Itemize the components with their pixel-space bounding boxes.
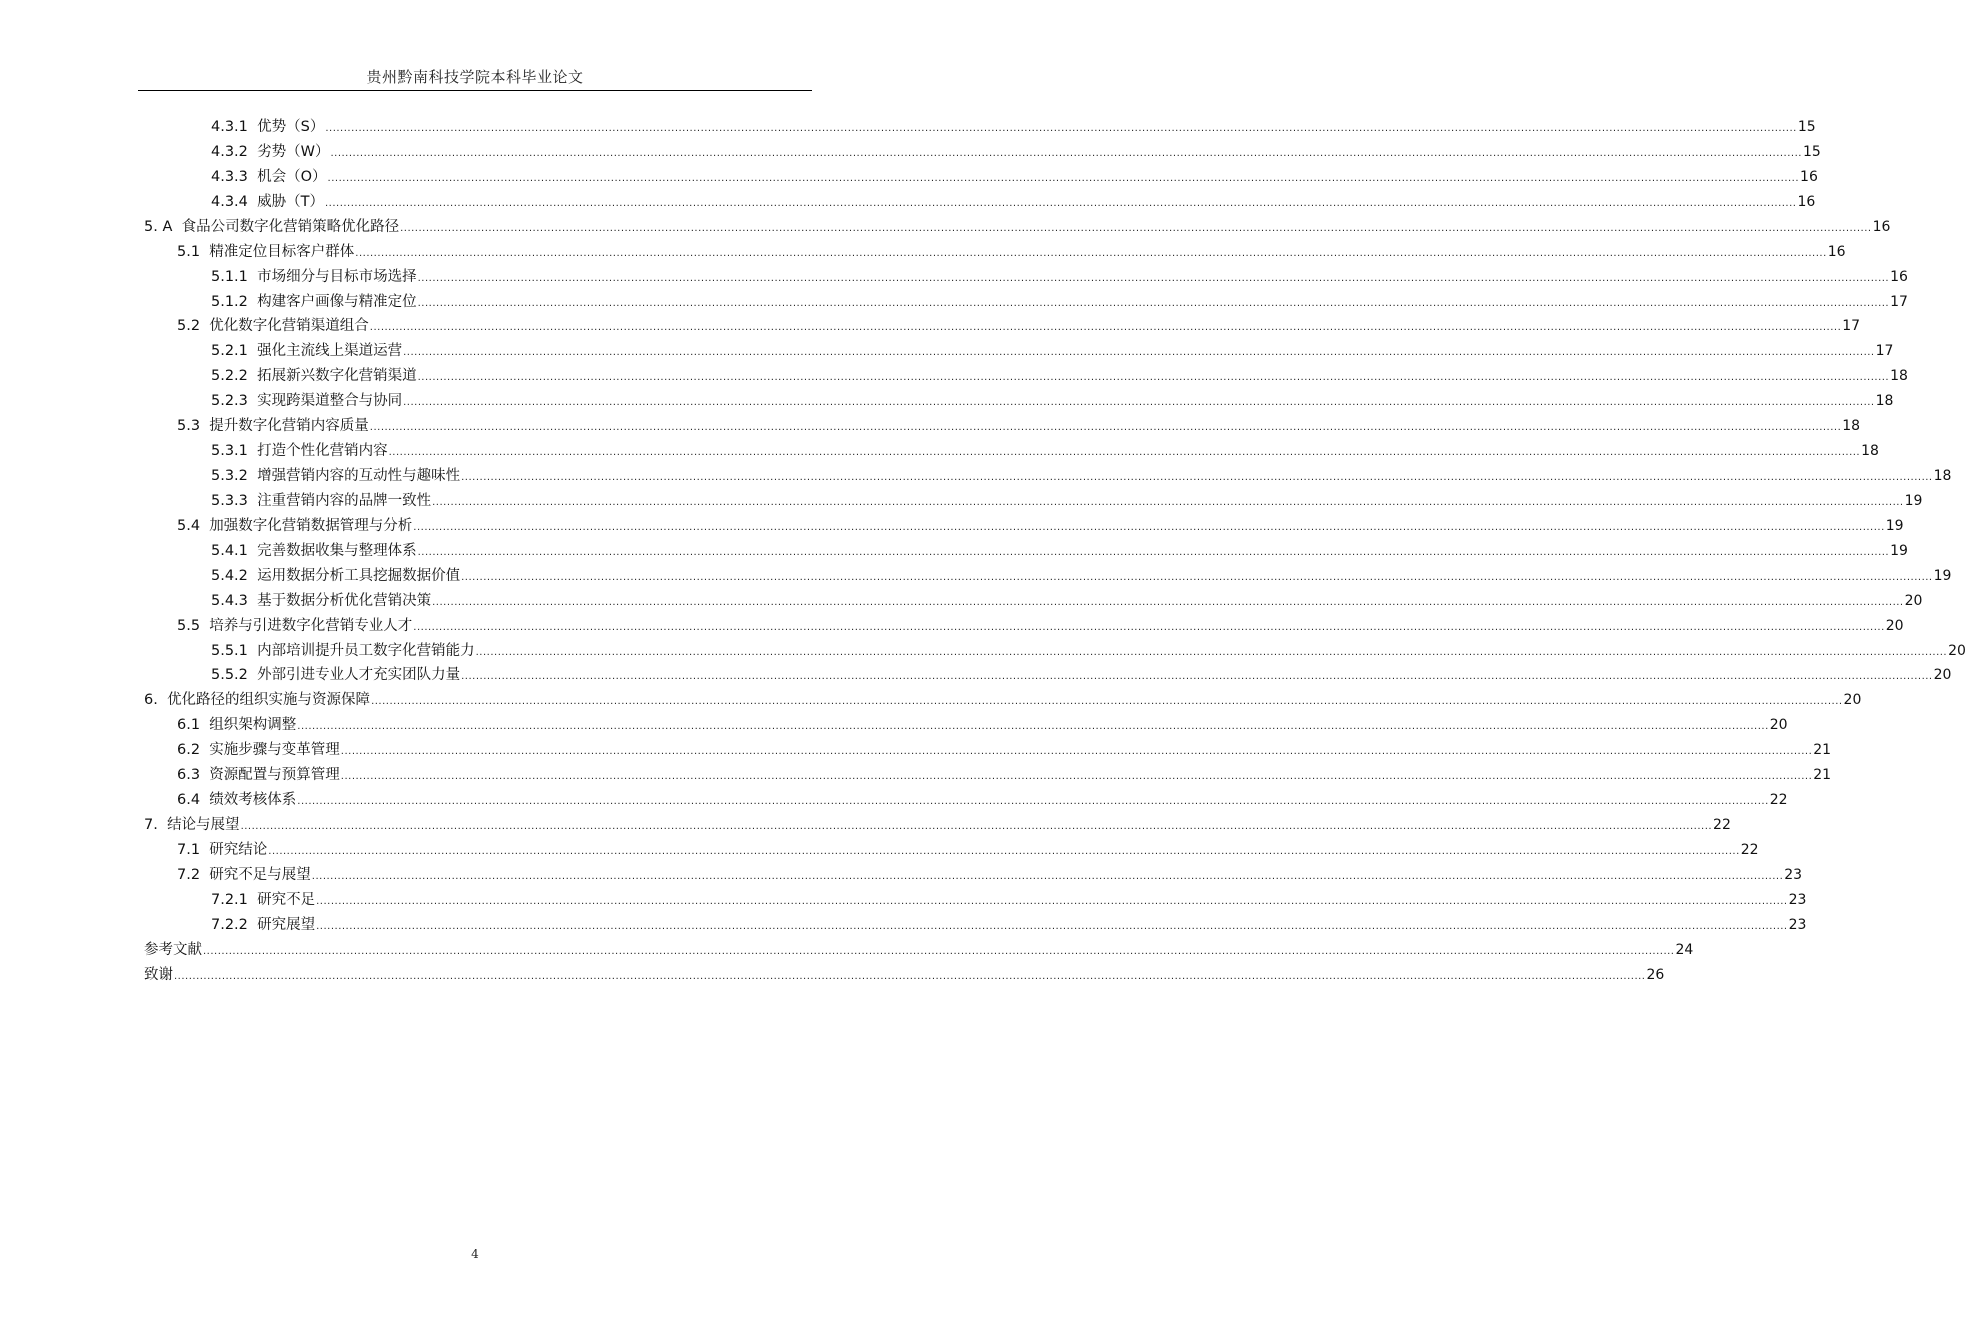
dot-leader: ................................................................................................................................................................................................................................................................................................................................................................................................................	[340, 771, 1813, 783]
toc-entry-title	[211, 489, 431, 513]
toc-entry-text: 市场细分与目标市场选择	[257, 268, 417, 285]
toc-entry-number: 5.2.2	[211, 368, 248, 385]
toc-entry[interactable]	[211, 639, 1966, 663]
toc-entry-title	[211, 564, 460, 588]
dot-leader: ................................................................................................................................................................................................................................................................................................................................................................................................................	[371, 696, 1843, 708]
dot-leader: ................................................................................................................................................................................................................................................................................................................................................................................................................	[340, 746, 1813, 758]
toc-entry-text: 资源配置与预算管理	[209, 767, 340, 784]
toc-page-number: 19	[1933, 567, 1952, 584]
toc-entry[interactable]	[211, 165, 1818, 189]
dot-leader: ................................................................................................................................................................................................................................................................................................................................................................................................................	[417, 272, 1890, 284]
toc-entry-number: 6.4	[177, 792, 201, 809]
toc-entry-number: 5.4	[177, 517, 201, 534]
dot-leader: ................................................................................................................................................................................................................................................................................................................................................................................................................	[403, 397, 1875, 409]
page-number: 4	[471, 1247, 479, 1261]
dot-leader: ................................................................................................................................................................................................................................................................................................................................................................................................................	[369, 422, 1842, 434]
toc-entry-title	[177, 838, 267, 862]
toc-page-number: 19	[1904, 492, 1923, 509]
dot-leader: ................................................................................................................................................................................................................................................................................................................................................................................................................	[388, 447, 1861, 459]
dot-leader: ................................................................................................................................................................................................................................................................................................................................................................................................................	[369, 322, 1842, 334]
toc-entry-number: 5.4.1	[211, 542, 248, 559]
toc-entry-text: 拓展新兴数字化营销渠道	[257, 368, 417, 385]
dot-leader: ................................................................................................................................................................................................................................................................................................................................................................................................................	[475, 646, 1948, 658]
toc-entry-number: 5. A	[144, 218, 173, 235]
toc-entry-number: 4.3.4	[211, 193, 248, 210]
toc-entry-title	[211, 913, 315, 937]
toc-page-number: 22	[1769, 792, 1788, 809]
toc-page-number: 16	[1827, 243, 1846, 260]
toc-page-number: 21	[1813, 767, 1832, 784]
toc-entry-title	[211, 364, 417, 388]
toc-entry-number: 6.	[144, 692, 158, 709]
toc-entry-text: 增强营销内容的互动性与趣味性	[257, 468, 461, 485]
toc-page-number: 26	[1646, 966, 1665, 983]
toc-entry-text: 优势（S）	[257, 119, 325, 135]
toc-entry-title	[144, 813, 240, 837]
toc-entry-number: 7.2.1	[211, 891, 248, 908]
dot-leader: ................................................................................................................................................................................................................................................................................................................................................................................................................	[432, 496, 1904, 508]
toc-page-number: 23	[1788, 891, 1807, 908]
toc-entry-title	[177, 414, 369, 438]
toc-entry-text: 实施步骤与变革管理	[209, 742, 340, 759]
toc-page-number: 15	[1802, 143, 1821, 160]
toc-entry[interactable]	[211, 339, 1894, 363]
toc-entry-number: 6.3	[177, 767, 201, 784]
dot-leader: ................................................................................................................................................................................................................................................................................................................................................................................................................	[327, 172, 1800, 184]
toc-page-number: 18	[1933, 468, 1952, 485]
toc-entry-number: 5.4.3	[211, 592, 248, 609]
toc-entry-text: 精准定位目标客户群体	[209, 243, 355, 260]
toc-entry[interactable]	[177, 763, 1832, 787]
toc-entry[interactable]	[177, 314, 1861, 338]
toc-page-number: 17	[1842, 318, 1861, 335]
dot-leader: ................................................................................................................................................................................................................................................................................................................................................................................................................	[417, 297, 1890, 309]
toc-entry-text: 提升数字化营销内容质量	[209, 418, 369, 435]
dot-leader: ................................................................................................................................................................................................................................................................................................................................................................................................................	[203, 945, 1675, 957]
toc-entry[interactable]	[177, 414, 1861, 438]
toc-entry[interactable]	[144, 688, 1862, 712]
page-header-title: 贵州黔南科技学院本科毕业论文	[366, 68, 584, 86]
toc-entry-number: 5.1.2	[211, 293, 248, 310]
toc-entry-number: 7.1	[177, 841, 201, 858]
toc-entry-number: 5.1.1	[211, 268, 248, 285]
toc-page-number: 24	[1675, 941, 1694, 958]
dot-leader: ................................................................................................................................................................................................................................................................................................................................................................................................................	[417, 372, 1890, 384]
toc-entry[interactable]	[211, 464, 1952, 488]
toc-entry-number: 6.2	[177, 742, 201, 759]
toc-page-number: 22	[1740, 841, 1759, 858]
dot-leader: ................................................................................................................................................................................................................................................................................................................................................................................................................	[413, 521, 1885, 533]
toc-entry-number: 5.2	[177, 318, 201, 335]
toc-entry-title	[144, 938, 202, 962]
toc-entry-text: 培养与引进数字化营销专业人才	[209, 617, 413, 634]
toc-entry[interactable]	[211, 663, 1952, 687]
toc-entry[interactable]	[211, 564, 1952, 588]
toc-entry[interactable]	[177, 738, 1832, 762]
toc-entry-number: 6.1	[177, 717, 201, 734]
dot-leader: ................................................................................................................................................................................................................................................................................................................................................................................................................	[325, 123, 1797, 134]
toc-entry[interactable]	[211, 589, 1923, 613]
toc-entry[interactable]	[211, 489, 1923, 513]
header-rule	[138, 90, 812, 91]
toc-entry-number: 5.3	[177, 418, 201, 435]
toc-page-number: 16	[1797, 193, 1816, 210]
toc-entry[interactable]	[177, 788, 1788, 812]
toc-entry[interactable]	[177, 240, 1846, 264]
toc-entry-text: 加强数字化营销数据管理与分析	[209, 517, 413, 534]
toc-page-number: 18	[1861, 443, 1879, 460]
dot-leader: ................................................................................................................................................................................................................................................................................................................................................................................................................	[297, 796, 1769, 808]
toc-entry-title	[211, 439, 388, 463]
toc-entry[interactable]	[211, 913, 1807, 937]
toc-entry-number: 5.5.1	[211, 642, 248, 659]
toc-entry-text: 食品公司数字化营销策略优化路径	[181, 218, 400, 235]
toc-entry-number: 5.2.3	[211, 393, 248, 410]
toc-entry-number: 5.2.1	[211, 343, 248, 360]
toc-page-number: 17	[1890, 293, 1908, 310]
toc-entry-title	[177, 713, 296, 737]
dot-leader: ................................................................................................................................................................................................................................................................................................................................................................................................................	[311, 870, 1784, 882]
toc-entry[interactable]	[177, 838, 1759, 862]
toc-page-number: 18	[1890, 368, 1908, 385]
dot-leader: ................................................................................................................................................................................................................................................................................................................................................................................................................	[400, 222, 1872, 234]
toc-page-number: 20	[1933, 667, 1952, 684]
toc-page-number: 20	[1904, 592, 1923, 609]
toc-entry-title	[211, 290, 417, 314]
toc-entry-text: 优化数字化营销渠道组合	[209, 318, 369, 335]
toc-entry[interactable]	[177, 863, 1803, 887]
toc-entry-title	[177, 314, 369, 338]
toc-entry-text: 研究不足	[257, 891, 316, 908]
toc-entry[interactable]	[211, 439, 1879, 463]
toc-entry[interactable]	[144, 963, 1665, 987]
toc-page-number: 20	[1843, 692, 1862, 709]
toc-entry-number: 5.5.2	[211, 667, 248, 684]
toc-entry-number: 5.3.1	[211, 443, 248, 460]
toc-entry-text: 结论与展望	[167, 817, 240, 834]
toc-entry-text: 运用数据分析工具挖掘数据价值	[257, 567, 461, 584]
toc-entry-text: 注重营销内容的品牌一致性	[257, 492, 432, 509]
toc-entry-number: 7.2.2	[211, 916, 248, 933]
toc-entry-text: 致谢	[144, 966, 173, 983]
toc-entry-title	[144, 963, 173, 987]
toc-entry[interactable]	[211, 115, 1816, 139]
toc-entry-title	[211, 190, 324, 214]
toc-page-number: 17	[1875, 343, 1894, 360]
dot-leader: ................................................................................................................................................................................................................................................................................................................................................................................................................	[297, 721, 1769, 733]
toc-entry-text: 基于数据分析优化营销决策	[257, 592, 432, 609]
dot-leader: ................................................................................................................................................................................................................................................................................................................................................................................................................	[330, 147, 1802, 159]
toc-entry[interactable]	[211, 140, 1821, 164]
toc-entry-title	[211, 539, 417, 563]
toc-entry-number: 4.3.3	[211, 168, 248, 185]
toc-entry-text: 参考文献	[144, 941, 202, 958]
toc-entry-title	[211, 464, 460, 488]
toc-page-number: 20	[1769, 717, 1788, 734]
dot-leader: ................................................................................................................................................................................................................................................................................................................................................................................................................	[316, 920, 1788, 932]
toc-entry-title	[177, 614, 412, 638]
toc-page-number: 23	[1788, 916, 1807, 933]
dot-leader: ................................................................................................................................................................................................................................................................................................................................................................................................................	[324, 197, 1797, 209]
toc-entry-text: 完善数据收集与整理体系	[257, 542, 417, 559]
toc-entry-title	[211, 115, 324, 139]
toc-page-number: 15	[1797, 119, 1816, 135]
toc-page-number: 20	[1948, 642, 1966, 659]
toc-page-number: 16	[1800, 168, 1818, 185]
toc-entry-title	[211, 639, 475, 663]
toc-entry-number: 4.3.1	[211, 119, 248, 135]
toc-entry-text: 研究不足与展望	[209, 866, 311, 883]
dot-leader: ................................................................................................................................................................................................................................................................................................................................................................................................................	[461, 671, 1933, 683]
toc-entry-title	[211, 339, 402, 363]
toc-entry-number: 4.3.2	[211, 143, 248, 160]
toc-entry[interactable]	[211, 888, 1807, 912]
toc-entry-text: 强化主流线上渠道运营	[257, 343, 403, 360]
toc-page-number: 18	[1842, 418, 1861, 435]
toc-entry-text: 机会（O）	[257, 168, 327, 185]
toc-entry-number: 5.4.2	[211, 567, 248, 584]
toc-entry-title	[211, 389, 402, 413]
toc-page-number: 16	[1872, 218, 1891, 235]
toc-entry-title	[177, 514, 412, 538]
toc-entry[interactable]	[177, 713, 1788, 737]
toc-entry[interactable]	[211, 190, 1816, 214]
toc-entry[interactable]	[177, 514, 1904, 538]
toc-page-number: 20	[1885, 617, 1904, 634]
toc-entry-text: 打造个性化营销内容	[257, 443, 388, 460]
toc-entry-number: 5.3.3	[211, 492, 248, 509]
toc-entry-title	[211, 140, 329, 164]
toc-entry-text: 研究结论	[209, 841, 268, 858]
toc-entry[interactable]	[211, 265, 1908, 289]
dot-leader: ................................................................................................................................................................................................................................................................................................................................................................................................................	[413, 621, 1885, 633]
toc-page-number: 21	[1813, 742, 1832, 759]
toc-entry-title	[211, 888, 315, 912]
toc-entry-title	[211, 663, 460, 687]
toc-page-number: 22	[1713, 817, 1731, 834]
dot-leader: ................................................................................................................................................................................................................................................................................................................................................................................................................	[174, 970, 1646, 982]
toc-entry-text: 内部培训提升员工数字化营销能力	[257, 642, 475, 659]
toc-entry-text: 威胁（T）	[257, 193, 324, 210]
toc-page-number: 19	[1885, 517, 1904, 534]
toc-entry-title	[177, 863, 311, 887]
toc-entry-text: 优化路径的组织实施与资源保障	[167, 692, 371, 709]
toc-entry-title	[144, 215, 399, 239]
toc-entry-text: 劣势（W）	[257, 143, 330, 160]
toc-page-number: 19	[1890, 542, 1908, 559]
toc-entry-number: 7.2	[177, 866, 201, 883]
toc-entry[interactable]	[211, 290, 1908, 314]
toc-page-number: 18	[1875, 393, 1894, 410]
toc-entry[interactable]	[177, 614, 1904, 638]
toc-entry-title	[211, 589, 431, 613]
toc-entry[interactable]	[144, 813, 1731, 837]
toc-entry-title	[177, 240, 354, 264]
toc-entry-title	[177, 763, 340, 787]
toc-entry[interactable]	[144, 215, 1891, 239]
dot-leader: ................................................................................................................................................................................................................................................................................................................................................................................................................	[403, 347, 1875, 359]
toc-entry-number: 5.3.2	[211, 468, 248, 485]
toc-entry[interactable]	[211, 389, 1894, 413]
dot-leader: ................................................................................................................................................................................................................................................................................................................................................................................................................	[432, 596, 1904, 608]
toc-entry-title	[144, 688, 370, 712]
toc-page-number: 23	[1784, 866, 1803, 883]
toc-entry-text: 实现跨渠道整合与协同	[257, 393, 403, 410]
toc-entry-title	[211, 165, 327, 189]
toc-entry-title	[211, 265, 417, 289]
toc-entry-title	[177, 738, 340, 762]
toc-entry[interactable]	[211, 364, 1908, 388]
dot-leader: ................................................................................................................................................................................................................................................................................................................................................................................................................	[268, 845, 1740, 857]
toc-entry-title	[177, 788, 296, 812]
toc-page-number: 16	[1890, 268, 1908, 285]
toc-entry-number: 5.1	[177, 243, 201, 260]
toc-entry-text: 绩效考核体系	[209, 792, 297, 809]
toc-entry-number: 7.	[144, 817, 158, 834]
toc-entry[interactable]	[211, 539, 1908, 563]
toc-entry[interactable]	[144, 938, 1694, 962]
toc-entry-text: 外部引进专业人才充实团队力量	[257, 667, 461, 684]
dot-leader: ................................................................................................................................................................................................................................................................................................................................................................................................................	[355, 247, 1827, 259]
dot-leader: ................................................................................................................................................................................................................................................................................................................................................................................................................	[240, 821, 1713, 833]
dot-leader: ................................................................................................................................................................................................................................................................................................................................................................................................................	[417, 546, 1890, 558]
toc-entry-number: 5.5	[177, 617, 201, 634]
dot-leader: ................................................................................................................................................................................................................................................................................................................................................................................................................	[316, 895, 1788, 907]
dot-leader: ................................................................................................................................................................................................................................................................................................................................................................................................................	[461, 571, 1933, 583]
toc-entry-text: 组织架构调整	[209, 717, 297, 734]
dot-leader: ................................................................................................................................................................................................................................................................................................................................................................................................................	[461, 472, 1933, 484]
toc-entry-text: 研究展望	[257, 916, 316, 933]
toc-entry-text: 构建客户画像与精准定位	[257, 293, 417, 310]
